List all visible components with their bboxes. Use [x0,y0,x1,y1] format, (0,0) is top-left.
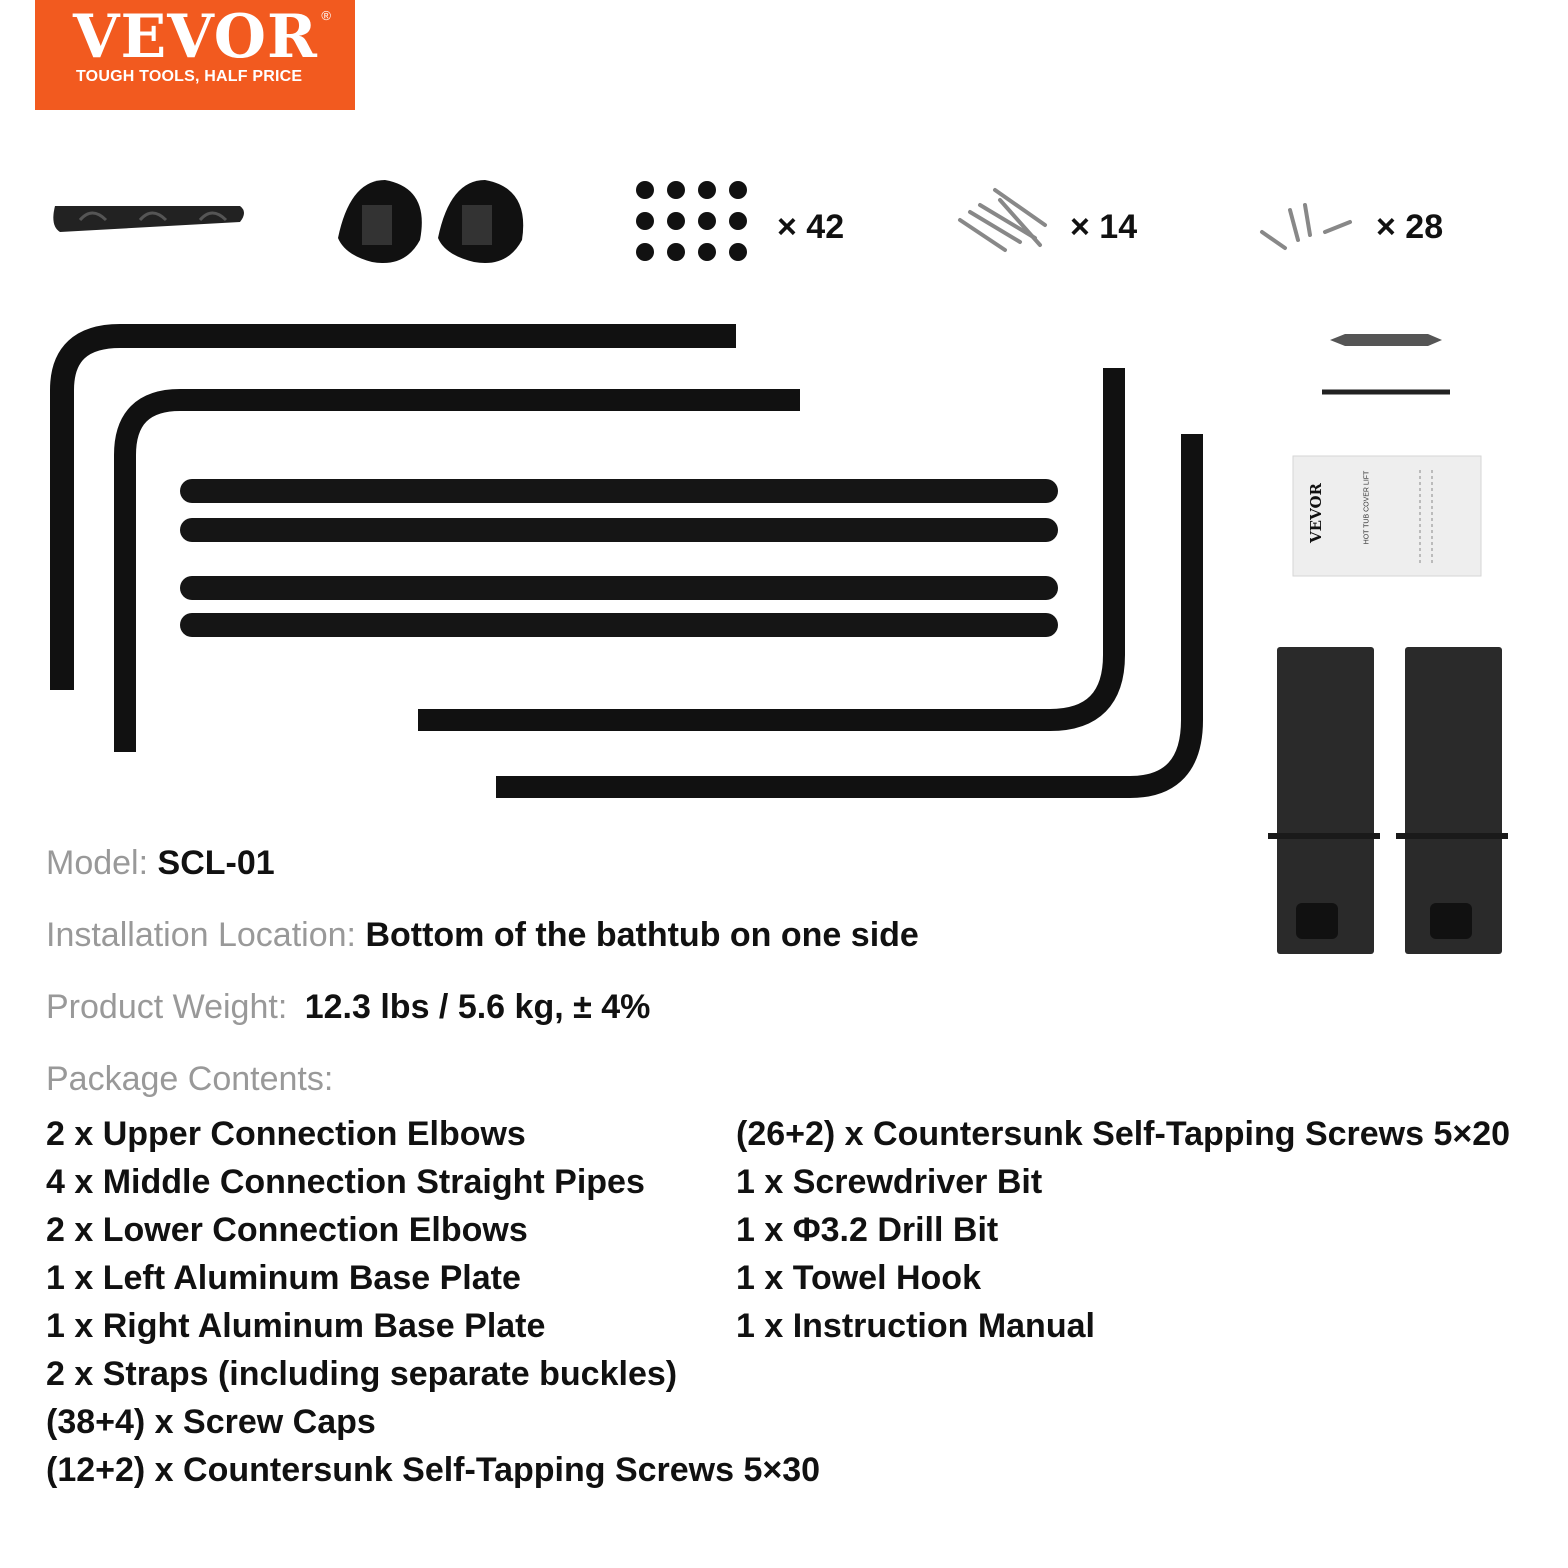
list-item: 1 x Φ3.2 Drill Bit [736,1211,999,1249]
aluminum-base-plates-icon [1268,647,1508,954]
middle-straight-pipes-icon [192,491,1046,625]
short-screws-quantity: × 28 [1376,208,1444,246]
list-item: 1 x Left Aluminum Base Plate [46,1259,521,1297]
manual-cover-brand: VEVOR [1306,483,1325,543]
product-weight-spec [46,988,650,1027]
installation-location-label: Installation Location: [46,916,356,954]
list-item: (26+2) x Countersunk Self-Tapping Screws 5×20 [736,1115,1511,1153]
list-item: 1 x Instruction Manual [736,1307,1095,1345]
package-contents-heading: Package Contents: [46,1060,334,1098]
screw-caps-icon [636,181,747,261]
list-item: 4 x Middle Connection Straight Pipes [46,1163,645,1201]
model-spec [46,844,275,883]
list-item: 1 x Right Aluminum Base Plate [46,1307,546,1345]
logo-tagline: TOUGH TOOLS, HALF PRICE [76,68,303,85]
manual-cover-title: HOT TUB COVER LIFT [1363,470,1371,545]
list-item: 2 x Upper Connection Elbows [46,1115,526,1153]
list-item: 2 x Lower Connection Elbows [46,1211,528,1249]
strap-icon [338,180,523,263]
package-contents-right-list [736,1110,1510,1350]
list-item: (38+4) x Screw Caps [46,1403,376,1441]
logo-brand-text: VEVOR [73,2,318,72]
towel-hook-icon [53,206,244,232]
model-value: SCL-01 [157,844,275,882]
list-item: (12+2) x Countersunk Self-Tapping Screws 5×30 [46,1451,821,1489]
long-screws-quantity: × 14 [1070,208,1138,246]
manual-cover-text [1300,470,1420,570]
list-item: 2 x Straps (including separate buckles) [46,1355,678,1393]
installation-location-spec [46,916,919,955]
upper-connection-elbows-icon [62,336,800,752]
logo-registered-mark: ® [321,8,331,23]
product-weight-label: Product Weight: [46,988,288,1026]
list-item: 1 x Screwdriver Bit [736,1163,1043,1201]
screwdriver-bit-icon [1330,334,1442,346]
short-screws-icon [1262,205,1350,248]
installation-location-value: Bottom of the bathtub on one side [365,916,919,954]
list-item: 1 x Towel Hook [736,1259,981,1297]
product-weight-value: 12.3 lbs / 5.6 kg, ± 4% [304,988,651,1026]
model-label: Model: [46,844,149,882]
screw-caps-quantity: × 42 [777,208,845,246]
long-screws-icon [960,190,1045,250]
package-contents-left-list [46,1110,820,1494]
